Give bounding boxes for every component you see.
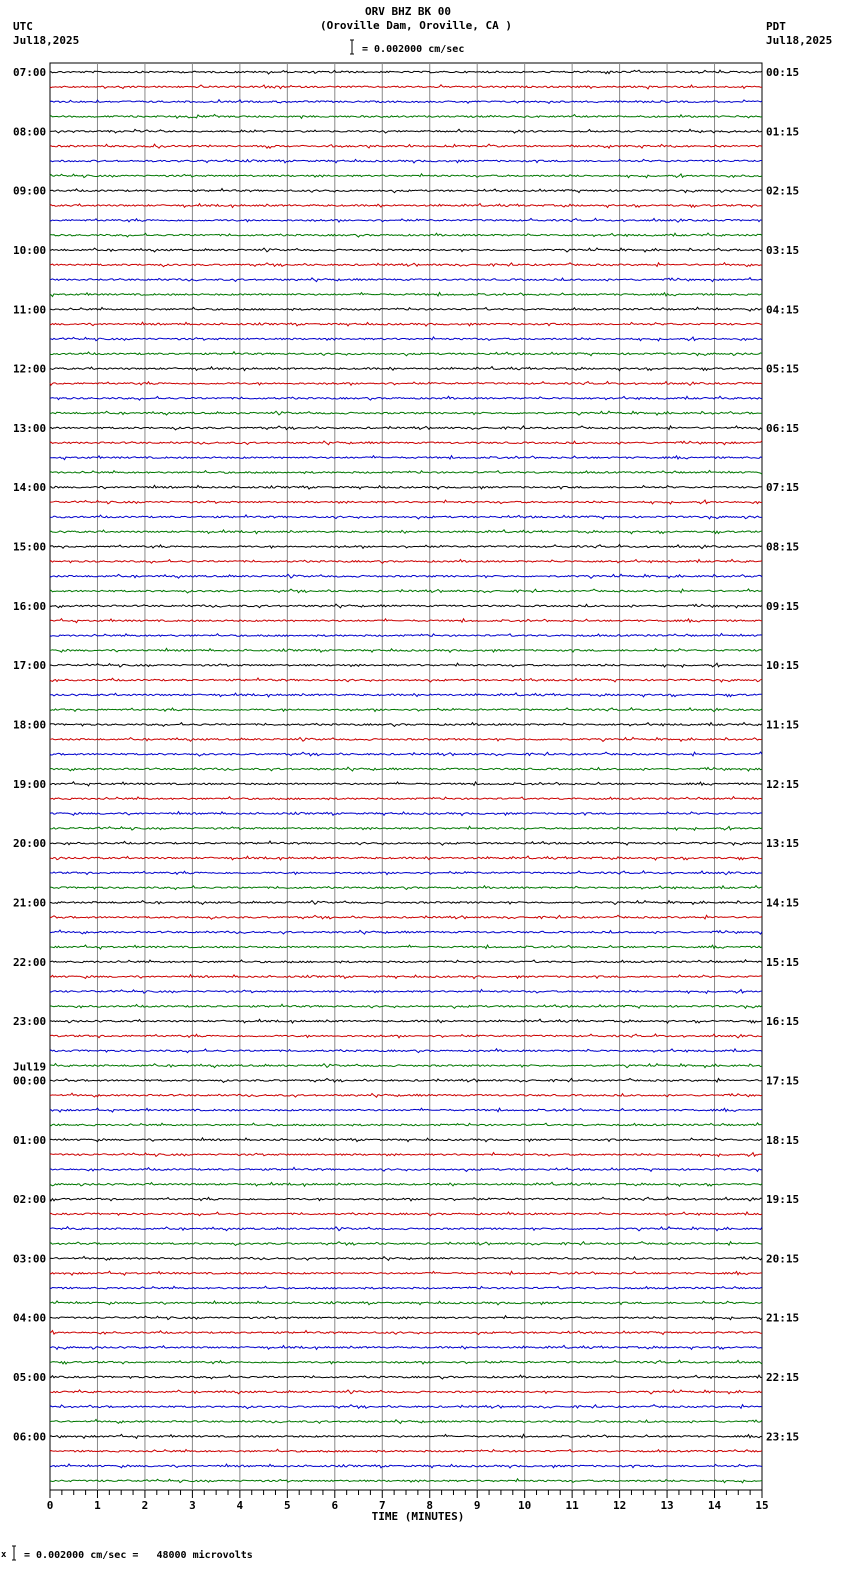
trace-11	[50, 218, 762, 222]
trace-48	[50, 767, 762, 771]
right-time-label: 13:15	[766, 837, 800, 851]
x-tick-label: 7	[378, 1499, 386, 1512]
trace-84	[50, 1301, 762, 1305]
right-time-label: 17:15	[766, 1074, 800, 1088]
trace-33	[50, 545, 762, 549]
trace-7	[50, 159, 762, 163]
left-time-label: 03:00	[13, 1252, 47, 1266]
trace-54	[50, 856, 762, 860]
trace-1	[50, 70, 762, 74]
right-time-label: 22:15	[766, 1371, 800, 1385]
trace-43	[50, 693, 762, 697]
trace-24	[50, 411, 762, 415]
trace-23	[50, 396, 762, 400]
right-time-label: 00:15	[766, 66, 800, 79]
x-axis-title: TIME (MINUTES)	[371, 1510, 465, 1523]
trace-4	[50, 115, 762, 119]
right-time-label: 15:15	[766, 955, 800, 969]
trace-90	[50, 1390, 762, 1394]
left-time-label: 12:00	[13, 362, 47, 376]
left-date: Jul18,2025	[13, 34, 80, 47]
trace-96	[50, 1479, 762, 1483]
trace-91	[50, 1405, 762, 1409]
x-tick-label: 3	[189, 1499, 196, 1512]
trace-47	[50, 752, 762, 756]
right-time-label: 06:15	[766, 421, 800, 435]
x-tick-label: 11	[565, 1499, 579, 1512]
left-time-label: 15:00	[13, 540, 47, 554]
left-time-label: 13:00	[13, 421, 47, 435]
trace-17	[50, 307, 762, 311]
left-time-label: 17:00	[13, 659, 47, 673]
scale-label: = 0.002000 cm/sec	[362, 44, 465, 55]
left-time-label: 14:00	[13, 481, 47, 495]
left-time-label: 20:00	[13, 837, 47, 851]
trace-6	[50, 144, 762, 148]
trace-19	[50, 337, 762, 341]
left-time-label: 11:00	[13, 303, 47, 317]
x-tick-label: 10	[518, 1499, 532, 1512]
trace-68	[50, 1064, 762, 1068]
x-tick-label: 9	[473, 1499, 481, 1512]
trace-86	[50, 1331, 762, 1335]
trace-89	[50, 1375, 762, 1379]
trace-59	[50, 930, 762, 934]
left-time-label: 00:00	[13, 1074, 47, 1088]
trace-55	[50, 871, 762, 875]
trace-80	[50, 1242, 762, 1246]
trace-15	[50, 278, 762, 282]
x-tick-label: 4	[236, 1499, 244, 1512]
trace-65	[50, 1019, 762, 1023]
right-time-label: 07:15	[766, 481, 800, 495]
station-location: (Oroville Dam, Oroville, CA )	[319, 19, 513, 32]
trace-42	[50, 678, 762, 682]
trace-22	[50, 382, 762, 386]
trace-20	[50, 352, 762, 356]
trace-58	[50, 915, 762, 919]
date-change-label: Jul19	[13, 1060, 47, 1074]
trace-79	[50, 1227, 762, 1231]
x-tick-label: 1	[94, 1499, 101, 1512]
right-time-label: 23:15	[766, 1430, 800, 1444]
x-tick-label: 2	[141, 1499, 149, 1512]
trace-64	[50, 1004, 762, 1008]
left-time-label: 19:00	[13, 777, 47, 791]
right-time-label: 04:15	[766, 303, 800, 317]
trace-81	[50, 1256, 762, 1260]
trace-9	[50, 189, 762, 193]
trace-39	[50, 634, 762, 637]
trace-83	[50, 1286, 762, 1289]
trace-70	[50, 1093, 762, 1097]
trace-61	[50, 960, 762, 963]
trace-10	[50, 204, 762, 208]
trace-49	[50, 782, 762, 786]
trace-56	[50, 886, 762, 890]
trace-74	[50, 1153, 762, 1157]
trace-34	[50, 559, 762, 563]
trace-66	[50, 1034, 762, 1038]
trace-2	[50, 85, 762, 89]
trace-52	[50, 826, 762, 830]
trace-67	[50, 1049, 762, 1053]
trace-62	[50, 975, 762, 979]
left-time-label: 10:00	[13, 243, 47, 257]
trace-63	[50, 990, 762, 994]
trace-18	[50, 322, 762, 326]
trace-26	[50, 441, 762, 445]
right-time-label: 09:15	[766, 599, 800, 613]
left-time-label: 06:00	[13, 1430, 47, 1444]
right-time-label: 08:15	[766, 540, 800, 554]
trace-77	[50, 1197, 762, 1201]
right-time-label: 11:15	[766, 718, 800, 732]
trace-92	[50, 1420, 762, 1424]
left-time-label: 16:00	[13, 599, 47, 613]
footer-marker: x	[1, 1550, 7, 1560]
trace-12	[50, 233, 762, 237]
trace-8	[50, 174, 762, 178]
right-timezone: PDT	[766, 20, 786, 33]
trace-82	[50, 1271, 762, 1275]
trace-71	[50, 1108, 762, 1112]
trace-16	[50, 293, 762, 297]
trace-29	[50, 485, 762, 489]
left-time-label: 22:00	[13, 955, 47, 969]
trace-28	[50, 470, 762, 474]
left-time-label: 08:00	[13, 125, 47, 139]
left-time-label: 02:00	[13, 1193, 47, 1207]
right-time-label: 10:15	[766, 659, 800, 673]
trace-30	[50, 500, 762, 504]
trace-40	[50, 648, 762, 652]
left-time-label: 23:00	[13, 1015, 47, 1029]
trace-88	[50, 1360, 762, 1364]
trace-36	[50, 589, 762, 593]
right-time-label: 20:15	[766, 1252, 800, 1266]
trace-95	[50, 1464, 762, 1468]
trace-37	[50, 604, 762, 608]
x-tick-label: 0	[46, 1499, 54, 1512]
right-time-label: 01:15	[766, 125, 800, 139]
trace-44	[50, 708, 762, 712]
left-time-label: 18:00	[13, 718, 47, 732]
trace-45	[50, 723, 762, 727]
trace-35	[50, 574, 762, 578]
trace-25	[50, 426, 762, 430]
right-time-label: 18:15	[766, 1133, 800, 1147]
trace-75	[50, 1167, 762, 1171]
left-time-label: 07:00	[13, 66, 47, 79]
chart-title: ORV BHZ BK 00	[364, 5, 452, 18]
trace-50	[50, 797, 762, 800]
trace-93	[50, 1434, 762, 1438]
left-time-label: 21:00	[13, 896, 47, 910]
right-date: Jul18,2025	[766, 34, 833, 47]
trace-31	[50, 515, 762, 519]
trace-51	[50, 812, 762, 816]
trace-27	[50, 456, 762, 460]
x-tick-label: 15	[755, 1499, 769, 1512]
trace-60	[50, 945, 762, 949]
trace-78	[50, 1212, 762, 1216]
x-tick-label: 8	[426, 1499, 434, 1512]
left-time-label: 04:00	[13, 1311, 47, 1325]
x-tick-label: 14	[707, 1499, 722, 1512]
trace-72	[50, 1123, 762, 1126]
plot-frame	[50, 63, 762, 1490]
right-time-label: 02:15	[766, 184, 800, 198]
left-time-label: 09:00	[13, 184, 47, 198]
trace-57	[50, 901, 762, 905]
trace-53	[50, 841, 762, 845]
x-tick-label: 13	[660, 1499, 674, 1512]
footer-scale-label: = 0.002000 cm/sec = 48000 microvolts	[24, 1550, 253, 1561]
trace-3	[50, 100, 762, 104]
right-time-label: 12:15	[766, 777, 800, 791]
trace-32	[50, 530, 762, 534]
right-time-label: 21:15	[766, 1311, 800, 1325]
right-time-label: 05:15	[766, 362, 800, 376]
trace-94	[50, 1449, 762, 1452]
left-timezone: UTC	[13, 20, 33, 33]
x-tick-label: 5	[284, 1499, 291, 1512]
trace-73	[50, 1138, 762, 1142]
left-time-label: 01:00	[13, 1133, 47, 1147]
trace-41	[50, 663, 762, 667]
trace-76	[50, 1182, 762, 1186]
trace-13	[50, 248, 762, 252]
trace-5	[50, 129, 762, 133]
right-time-label: 19:15	[766, 1193, 800, 1207]
x-tick-label: 12	[612, 1499, 627, 1512]
x-tick-label: 6	[331, 1499, 339, 1512]
right-time-label: 03:15	[766, 243, 800, 257]
trace-14	[50, 263, 762, 267]
trace-38	[50, 619, 762, 623]
left-time-label: 05:00	[13, 1371, 47, 1385]
trace-46	[50, 737, 762, 741]
right-time-label: 16:15	[766, 1015, 800, 1029]
trace-85	[50, 1316, 762, 1320]
trace-21	[50, 367, 762, 371]
right-time-label: 14:15	[766, 896, 800, 910]
trace-69	[50, 1079, 762, 1083]
trace-87	[50, 1345, 762, 1349]
